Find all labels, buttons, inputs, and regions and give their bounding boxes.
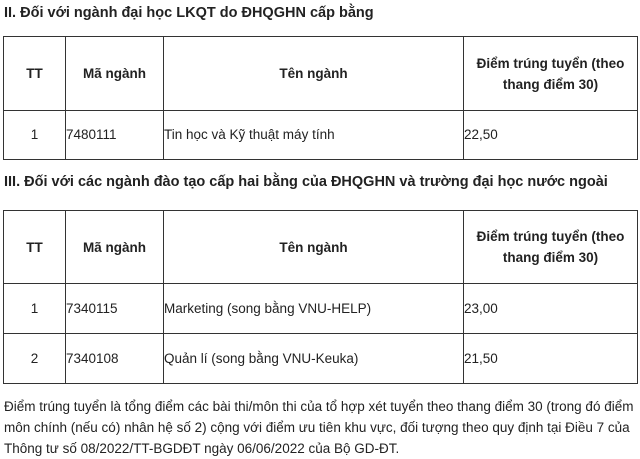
table-row bbox=[4, 111, 638, 160]
header-tt: TT bbox=[4, 37, 66, 111]
table-row bbox=[4, 334, 638, 384]
cell-code: 7480111 bbox=[66, 111, 164, 160]
cell-name: Quản lí (song bằng VNU-Keuka) bbox=[164, 334, 464, 384]
section-3-table bbox=[3, 210, 638, 384]
section-2-table bbox=[3, 36, 638, 160]
section-2-heading: II. Đối với ngành đại học LKQT do ĐHQGHN cấp bằng bbox=[4, 5, 374, 21]
footnote-text: Điểm trúng tuyển là tổng điểm các bài thi/môn thi của tổ hợp xét tuyển theo thang điểm 30 (trong đó điểm môn chính (nếu có) nhân hệ số 2) cộng với điểm ưu tiên khu vực, đối tượng theo quy định tại Điều 7 của Thông tư số 08/2022/TT-BGDĐT ngày 06/06/2022 của Bộ GD-ĐT. bbox=[4, 399, 634, 456]
section-3-heading: III. Đối với các ngành đào tạo cấp hai bằng của ĐHQGHN và trường đại học nước ngoài bbox=[4, 174, 608, 190]
cell-tt: 1 bbox=[4, 111, 66, 160]
header-code: Mã ngành bbox=[66, 37, 164, 111]
header-score: Điểm trúng tuyển (theo thang điểm 30) bbox=[464, 211, 638, 284]
cell-tt: 1 bbox=[4, 284, 66, 334]
table-row bbox=[4, 284, 638, 334]
cell-score: 22,50 bbox=[464, 111, 638, 160]
header-tt: TT bbox=[4, 211, 66, 284]
table-header-row bbox=[4, 211, 638, 284]
table-header-row bbox=[4, 37, 638, 111]
header-score: Điểm trúng tuyển (theo thang điểm 30) bbox=[464, 37, 638, 111]
cell-code: 7340108 bbox=[66, 334, 164, 384]
cell-score: 21,50 bbox=[464, 334, 638, 384]
header-code: Mã ngành bbox=[66, 211, 164, 284]
cell-tt: 2 bbox=[4, 334, 66, 384]
cell-code: 7340115 bbox=[66, 284, 164, 334]
header-name: Tên ngành bbox=[164, 37, 464, 111]
header-name: Tên ngành bbox=[164, 211, 464, 284]
cell-score: 23,00 bbox=[464, 284, 638, 334]
cell-name: Marketing (song bằng VNU-HELP) bbox=[164, 284, 464, 334]
cell-name: Tin học và Kỹ thuật máy tính bbox=[164, 111, 464, 160]
